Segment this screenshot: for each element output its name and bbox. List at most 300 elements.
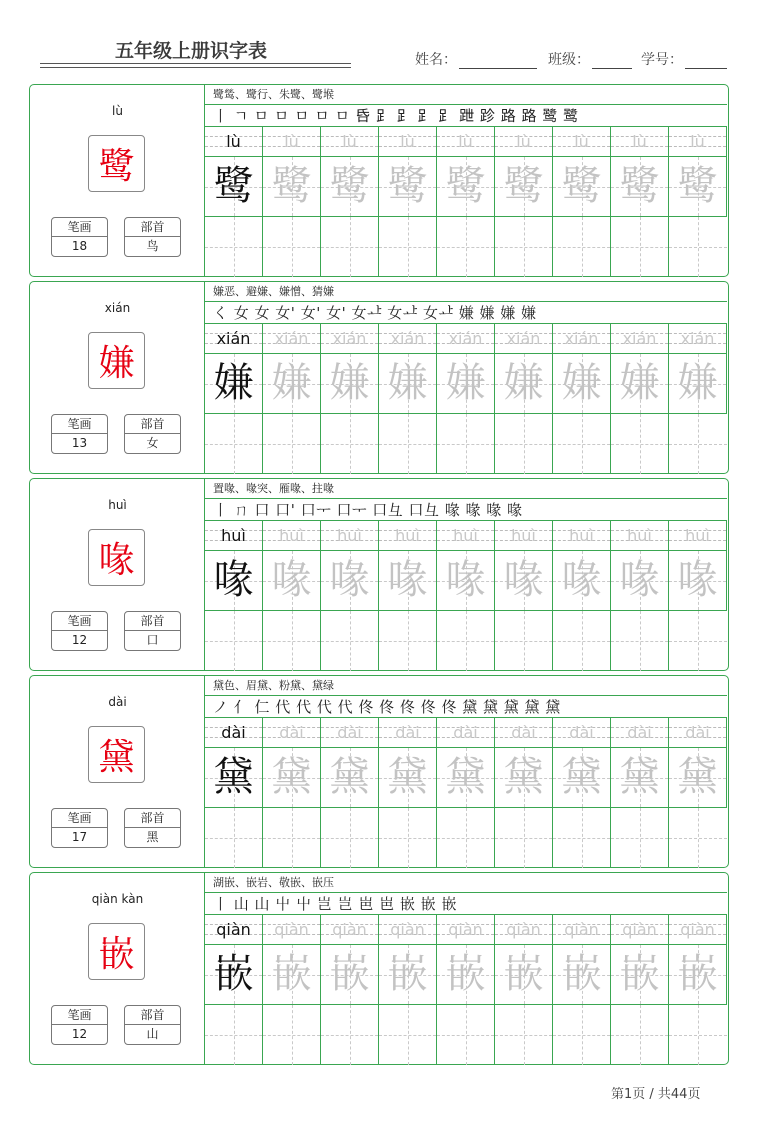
pinyin-cell[interactable]	[263, 127, 321, 157]
practice-char: 嵌	[677, 951, 718, 997]
stroke-count-box	[51, 1005, 108, 1045]
radical-box	[124, 808, 181, 848]
practice-panel	[205, 85, 727, 276]
stroke-order: 丨 山 山 屮 屮 岂 岂 岜 岜 嵌 嵌 嵌	[205, 893, 727, 915]
practice-panel	[205, 282, 727, 473]
pinyin-cell[interactable]	[205, 718, 263, 748]
blank-writing-cell[interactable]	[379, 1005, 437, 1065]
pinyin-cell[interactable]	[553, 718, 611, 748]
blank-writing-cell[interactable]	[263, 611, 321, 671]
trace-char-cell[interactable]	[669, 157, 727, 217]
character-display: 喙	[88, 529, 145, 586]
radical-box	[124, 217, 181, 257]
pinyin-cell[interactable]	[495, 324, 553, 354]
model-char-cell[interactable]	[205, 551, 263, 611]
practice-char: 嵌	[387, 951, 428, 997]
trace-char-cell[interactable]	[611, 551, 669, 611]
practice-char: 嫌	[503, 360, 544, 406]
practice-char: 黛	[387, 754, 428, 800]
pinyin-text: xián	[506, 329, 541, 348]
stroke-count-label: 笔画	[52, 218, 107, 237]
trace-char-cell[interactable]	[553, 748, 611, 808]
practice-grid	[205, 127, 727, 277]
blank-writing-cell[interactable]	[205, 217, 263, 277]
pinyin-cell[interactable]	[669, 324, 727, 354]
practice-char: 鹭	[329, 163, 370, 209]
character-display: 嫌	[88, 332, 145, 389]
pinyin-cell[interactable]	[437, 521, 495, 551]
practice-char: 黛	[271, 754, 312, 800]
practice-char: 鹭	[271, 163, 312, 209]
name-blank[interactable]	[459, 55, 537, 69]
practice-char: 嵌	[619, 951, 660, 997]
trace-char-cell[interactable]	[669, 945, 727, 1005]
character-pinyin: qiàn kàn	[91, 892, 144, 906]
pinyin-cell[interactable]	[379, 324, 437, 354]
pinyin-text: lù	[516, 132, 531, 151]
trace-char-cell[interactable]	[495, 748, 553, 808]
trace-char-cell[interactable]	[321, 748, 379, 808]
number-field[interactable]	[641, 49, 727, 69]
practice-char: 嵌	[271, 951, 312, 997]
pinyin-text: huì	[685, 526, 710, 545]
trace-char-cell[interactable]	[379, 354, 437, 414]
pinyin-cell[interactable]	[321, 127, 379, 157]
practice-char: 黛	[329, 754, 370, 800]
practice-char: 喙	[619, 557, 660, 603]
trace-char-cell[interactable]	[669, 748, 727, 808]
practice-char: 嫌	[213, 360, 254, 406]
practice-grid	[205, 521, 727, 671]
practice-char: 鹭	[503, 163, 544, 209]
blank-writing-cell[interactable]	[263, 217, 321, 277]
pinyin-text: qiàn	[506, 920, 541, 939]
blank-writing-cell[interactable]	[263, 414, 321, 474]
stroke-count-value: 13	[71, 436, 88, 450]
pinyin-text: lù	[632, 132, 647, 151]
practice-char: 喙	[503, 557, 544, 603]
practice-char: 喙	[561, 557, 602, 603]
trace-char-cell[interactable]	[321, 551, 379, 611]
pinyin-text: dài	[453, 723, 478, 742]
character-info-panel	[30, 85, 205, 276]
blank-writing-cell[interactable]	[263, 1005, 321, 1065]
pinyin-cell[interactable]	[263, 915, 321, 945]
stroke-order: く 女 女 女' 女' 女' 女ᅶ 女ᅶ 女ᅶ 嫌 嫌 嫌 嫌	[205, 302, 727, 324]
example-words: 黛色、眉黛、粉黛、黛绿	[205, 676, 727, 696]
trace-char-cell[interactable]	[263, 945, 321, 1005]
pinyin-text: qiàn	[216, 920, 251, 939]
practice-panel	[205, 676, 727, 867]
blank-writing-cell[interactable]	[611, 808, 669, 868]
character-card	[29, 281, 729, 474]
trace-char-cell[interactable]	[263, 157, 321, 217]
pinyin-text: qiàn	[332, 920, 367, 939]
blank-writing-cell[interactable]	[553, 808, 611, 868]
pinyin-cell[interactable]	[379, 915, 437, 945]
stroke-order: ノ 亻 仁 代 代 代 代 佟 佟 佟 佟 佟 黛 黛 黛 黛 黛	[205, 696, 727, 718]
stroke-count-label: 笔画	[52, 809, 107, 828]
practice-char: 鹭	[677, 163, 718, 209]
stroke-count-value: 12	[71, 1027, 88, 1041]
blank-writing-cell[interactable]	[611, 414, 669, 474]
blank-writing-cell[interactable]	[553, 217, 611, 277]
practice-char: 嫌	[561, 360, 602, 406]
radical-box	[124, 414, 181, 454]
pinyin-cell[interactable]	[611, 915, 669, 945]
pinyin-cell[interactable]	[437, 718, 495, 748]
pinyin-text: qiàn	[390, 920, 425, 939]
pinyin-cell[interactable]	[611, 127, 669, 157]
pinyin-cell[interactable]	[263, 324, 321, 354]
pinyin-cell[interactable]	[553, 915, 611, 945]
blank-writing-cell[interactable]	[669, 414, 727, 474]
character-info-panel	[30, 676, 205, 867]
pinyin-text: xián	[274, 329, 309, 348]
pinyin-cell[interactable]	[553, 324, 611, 354]
blank-writing-cell[interactable]	[553, 611, 611, 671]
practice-char: 喙	[329, 557, 370, 603]
practice-char: 嫌	[329, 360, 370, 406]
trace-char-cell[interactable]	[495, 157, 553, 217]
radical-value: 口	[146, 633, 159, 647]
example-words: 嫌恶、避嫌、嫌憎、猜嫌	[205, 282, 727, 302]
practice-char: 鹭	[561, 163, 602, 209]
practice-grid	[205, 718, 727, 868]
character-info-panel	[30, 282, 205, 473]
trace-char-cell[interactable]	[611, 748, 669, 808]
blank-writing-cell[interactable]	[669, 808, 727, 868]
blank-writing-cell[interactable]	[437, 611, 495, 671]
blank-writing-cell[interactable]	[553, 1005, 611, 1065]
pinyin-text: huì	[453, 526, 478, 545]
practice-char: 鹭	[445, 163, 486, 209]
practice-char: 嵌	[329, 951, 370, 997]
trace-char-cell[interactable]	[669, 551, 727, 611]
radical-label: 部首	[125, 809, 180, 828]
model-char-cell[interactable]	[205, 157, 263, 217]
practice-char: 喙	[213, 557, 254, 603]
number-label: 学号：	[641, 52, 683, 68]
pinyin-text: xián	[564, 329, 599, 348]
model-char-cell[interactable]	[205, 945, 263, 1005]
pinyin-cell[interactable]	[669, 521, 727, 551]
practice-char: 嵌	[561, 951, 602, 997]
blank-writing-cell[interactable]	[495, 1005, 553, 1065]
practice-char: 嫌	[271, 360, 312, 406]
example-words: 置喙、喙突、雁喙、拄喙	[205, 479, 727, 499]
blank-writing-cell[interactable]	[379, 808, 437, 868]
name-field[interactable]	[415, 49, 537, 69]
pinyin-text: qiàn	[680, 920, 715, 939]
pinyin-cell[interactable]	[379, 521, 437, 551]
radical-box	[124, 611, 181, 651]
blank-writing-cell[interactable]	[321, 217, 379, 277]
name-label: 姓名：	[415, 52, 457, 68]
trace-char-cell[interactable]	[263, 354, 321, 414]
trace-char-cell[interactable]	[379, 945, 437, 1005]
pinyin-text: huì	[395, 526, 420, 545]
pinyin-cell[interactable]	[379, 718, 437, 748]
practice-char: 嫌	[445, 360, 486, 406]
radical-label: 部首	[125, 612, 180, 631]
pinyin-text: dài	[337, 723, 362, 742]
radical-label: 部首	[125, 1006, 180, 1025]
pinyin-cell[interactable]	[611, 521, 669, 551]
character-card	[29, 478, 729, 671]
pinyin-text: lù	[690, 132, 705, 151]
pinyin-cell[interactable]	[321, 915, 379, 945]
stroke-order: 丨 ㄱ ㅁ ㅁ ㅁ ㅁ ㅁ 𠯑 𧾷 𧾷 𧾷 𧾷 跇 跈 路 路 鹭 鹭	[205, 105, 727, 127]
pinyin-cell[interactable]	[495, 521, 553, 551]
practice-char: 嵌	[445, 951, 486, 997]
blank-writing-cell[interactable]	[437, 414, 495, 474]
practice-char: 鹭	[213, 163, 254, 209]
blank-writing-cell[interactable]	[205, 611, 263, 671]
pinyin-cell[interactable]	[495, 915, 553, 945]
pinyin-text: qiàn	[564, 920, 599, 939]
radical-value: 鸟	[146, 239, 159, 253]
practice-char: 黛	[445, 754, 486, 800]
blank-writing-cell[interactable]	[495, 414, 553, 474]
pinyin-text: xián	[622, 329, 657, 348]
blank-writing-cell[interactable]	[553, 414, 611, 474]
pinyin-cell[interactable]	[495, 718, 553, 748]
pinyin-cell[interactable]	[379, 127, 437, 157]
pinyin-text: lù	[574, 132, 589, 151]
pinyin-text: huì	[627, 526, 652, 545]
practice-char: 黛	[619, 754, 660, 800]
title-underline	[40, 63, 351, 64]
stroke-count-box	[51, 808, 108, 848]
blank-writing-cell[interactable]	[495, 611, 553, 671]
practice-char: 黛	[213, 754, 254, 800]
stroke-count-label: 笔画	[52, 1006, 107, 1025]
pinyin-cell[interactable]	[205, 324, 263, 354]
blank-writing-cell[interactable]	[263, 808, 321, 868]
trace-char-cell[interactable]	[379, 157, 437, 217]
trace-char-cell[interactable]	[321, 354, 379, 414]
blank-writing-cell[interactable]	[669, 217, 727, 277]
radical-label: 部首	[125, 218, 180, 237]
character-display: 嵌	[88, 923, 145, 980]
pinyin-text: lù	[342, 132, 357, 151]
trace-char-cell[interactable]	[437, 354, 495, 414]
practice-char: 喙	[387, 557, 428, 603]
trace-char-cell[interactable]	[263, 551, 321, 611]
example-words: 鹭鸶、鹭行、朱鹭、鹭堠	[205, 85, 727, 105]
stroke-count-value: 12	[71, 633, 88, 647]
character-card	[29, 675, 729, 868]
pinyin-text: dài	[685, 723, 710, 742]
example-words: 湖嵌、嵌岩、敬嵌、嵌压	[205, 873, 727, 893]
pinyin-text: qiàn	[448, 920, 483, 939]
practice-char: 嫌	[677, 360, 718, 406]
character-pinyin: huì	[108, 498, 127, 512]
pinyin-cell[interactable]	[437, 324, 495, 354]
blank-writing-cell[interactable]	[321, 414, 379, 474]
radical-value: 黑	[146, 830, 159, 844]
blank-writing-cell[interactable]	[495, 217, 553, 277]
character-pinyin: dài	[108, 695, 127, 709]
pinyin-text: xián	[680, 329, 715, 348]
pinyin-text: lù	[284, 132, 299, 151]
radical-label: 部首	[125, 415, 180, 434]
blank-writing-cell[interactable]	[205, 414, 263, 474]
blank-writing-cell[interactable]	[437, 808, 495, 868]
blank-writing-cell[interactable]	[205, 1005, 263, 1065]
pinyin-cell[interactable]	[437, 127, 495, 157]
pinyin-cell[interactable]	[553, 521, 611, 551]
practice-char: 鹭	[387, 163, 428, 209]
pinyin-text: lù	[400, 132, 415, 151]
blank-writing-cell[interactable]	[611, 217, 669, 277]
practice-char: 嫌	[619, 360, 660, 406]
character-pinyin: xián	[104, 301, 131, 315]
trace-char-cell[interactable]	[611, 354, 669, 414]
character-info-panel	[30, 873, 205, 1064]
practice-char: 喙	[677, 557, 718, 603]
blank-writing-cell[interactable]	[437, 217, 495, 277]
pinyin-text: dài	[395, 723, 420, 742]
trace-char-cell[interactable]	[553, 354, 611, 414]
pinyin-text: xián	[332, 329, 367, 348]
trace-char-cell[interactable]	[495, 551, 553, 611]
blank-writing-cell[interactable]	[379, 414, 437, 474]
trace-char-cell[interactable]	[437, 945, 495, 1005]
blank-writing-cell[interactable]	[669, 1005, 727, 1065]
stroke-count-value: 18	[71, 239, 88, 253]
model-char-cell[interactable]	[205, 354, 263, 414]
trace-char-cell[interactable]	[437, 551, 495, 611]
pinyin-cell[interactable]	[321, 521, 379, 551]
practice-char: 黛	[503, 754, 544, 800]
trace-char-cell[interactable]	[611, 945, 669, 1005]
trace-char-cell[interactable]	[495, 354, 553, 414]
pinyin-cell[interactable]	[495, 127, 553, 157]
trace-char-cell[interactable]	[669, 354, 727, 414]
pinyin-cell[interactable]	[669, 915, 727, 945]
trace-char-cell[interactable]	[321, 157, 379, 217]
stroke-count-label: 笔画	[52, 612, 107, 631]
blank-writing-cell[interactable]	[495, 808, 553, 868]
pinyin-cell[interactable]	[205, 915, 263, 945]
pinyin-text: huì	[511, 526, 536, 545]
pinyin-cell[interactable]	[263, 718, 321, 748]
practice-char: 鹭	[619, 163, 660, 209]
practice-grid	[205, 324, 727, 474]
practice-char: 嵌	[503, 951, 544, 997]
pinyin-cell[interactable]	[321, 324, 379, 354]
radical-box	[124, 1005, 181, 1045]
class-blank[interactable]	[592, 55, 632, 69]
pinyin-text: qiàn	[274, 920, 309, 939]
practice-panel	[205, 479, 727, 670]
practice-char: 黛	[561, 754, 602, 800]
page-title: 五年级上册识字表	[115, 40, 268, 62]
pinyin-text: dài	[569, 723, 594, 742]
pinyin-text: dài	[279, 723, 304, 742]
practice-grid	[205, 915, 727, 1065]
pinyin-text: huì	[569, 526, 594, 545]
pinyin-cell[interactable]	[611, 718, 669, 748]
pinyin-text: xián	[390, 329, 425, 348]
trace-char-cell[interactable]	[611, 157, 669, 217]
blank-writing-cell[interactable]	[321, 611, 379, 671]
pinyin-cell[interactable]	[205, 521, 263, 551]
stroke-count-box	[51, 611, 108, 651]
pinyin-cell[interactable]	[669, 718, 727, 748]
character-pinyin: lù	[112, 104, 123, 118]
practice-char: 喙	[271, 557, 312, 603]
pinyin-cell[interactable]	[321, 718, 379, 748]
blank-writing-cell[interactable]	[669, 611, 727, 671]
trace-char-cell[interactable]	[379, 748, 437, 808]
character-card	[29, 84, 729, 277]
stroke-order: 丨 ㄇ 口 口' 口ᅮ 口ᅮ 口彑 口彑 喙 喙 喙 喙	[205, 499, 727, 521]
trace-char-cell[interactable]	[495, 945, 553, 1005]
trace-char-cell[interactable]	[553, 157, 611, 217]
blank-writing-cell[interactable]	[437, 1005, 495, 1065]
character-info-panel	[30, 479, 205, 670]
practice-char: 喙	[445, 557, 486, 603]
blank-writing-cell[interactable]	[321, 1005, 379, 1065]
model-char-cell[interactable]	[205, 748, 263, 808]
pinyin-text: xián	[448, 329, 483, 348]
trace-char-cell[interactable]	[379, 551, 437, 611]
practice-panel	[205, 873, 727, 1064]
pinyin-text: qiàn	[622, 920, 657, 939]
character-card	[29, 872, 729, 1065]
radical-value: 山	[146, 1027, 159, 1041]
title-underline	[40, 67, 351, 68]
blank-writing-cell[interactable]	[611, 1005, 669, 1065]
trace-char-cell[interactable]	[437, 748, 495, 808]
pinyin-text: lù	[458, 132, 473, 151]
pinyin-cell[interactable]	[553, 127, 611, 157]
trace-char-cell[interactable]	[321, 945, 379, 1005]
pinyin-cell[interactable]	[437, 915, 495, 945]
practice-char: 黛	[677, 754, 718, 800]
blank-writing-cell[interactable]	[379, 611, 437, 671]
pinyin-text: huì	[279, 526, 304, 545]
trace-char-cell[interactable]	[437, 157, 495, 217]
number-blank[interactable]	[685, 55, 727, 69]
pinyin-cell[interactable]	[669, 127, 727, 157]
trace-char-cell[interactable]	[553, 551, 611, 611]
trace-char-cell[interactable]	[553, 945, 611, 1005]
pinyin-text: lù	[226, 132, 241, 151]
character-display: 黛	[88, 726, 145, 783]
pinyin-text: xián	[216, 329, 251, 348]
stroke-count-box	[51, 217, 108, 257]
pinyin-cell[interactable]	[205, 127, 263, 157]
stroke-count-label: 笔画	[52, 415, 107, 434]
blank-writing-cell[interactable]	[321, 808, 379, 868]
blank-writing-cell[interactable]	[205, 808, 263, 868]
trace-char-cell[interactable]	[263, 748, 321, 808]
blank-writing-cell[interactable]	[611, 611, 669, 671]
pinyin-cell[interactable]	[611, 324, 669, 354]
stroke-count-box	[51, 414, 108, 454]
pinyin-text: dài	[221, 723, 246, 742]
class-field[interactable]	[548, 49, 632, 69]
character-display: 鹭	[88, 135, 145, 192]
radical-value: 女	[146, 436, 159, 450]
blank-writing-cell[interactable]	[379, 217, 437, 277]
pinyin-text: huì	[337, 526, 362, 545]
pinyin-cell[interactable]	[263, 521, 321, 551]
